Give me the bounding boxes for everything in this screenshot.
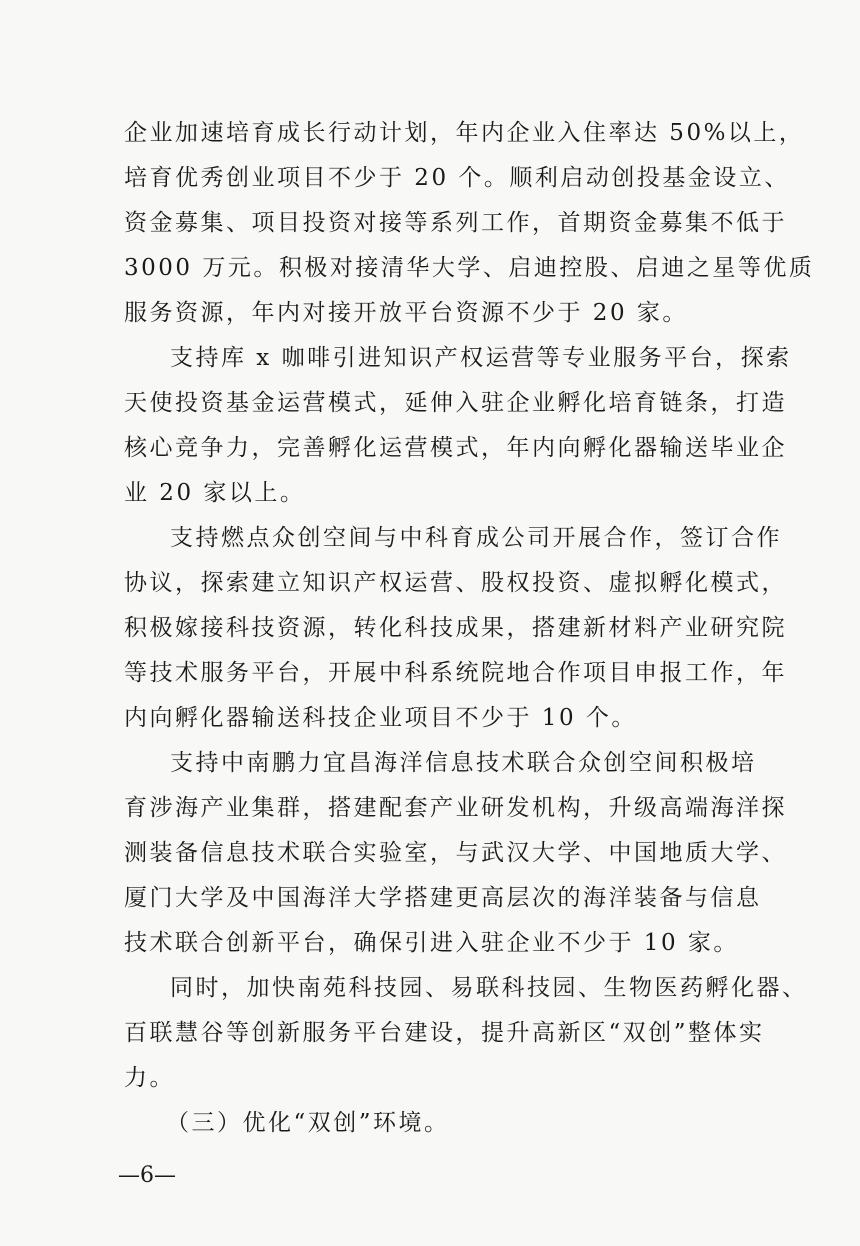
paragraph-line: 积极嫁接科技资源，转化科技成果，搭建新材料产业研究院 [124,615,787,641]
paragraph-line: 力。 [124,1065,175,1091]
paragraph-line: 厦门大学及中国海洋大学搭建更高层次的海洋装备与信息 [124,885,762,911]
paragraph-line: 协议，探索建立知识产权运营、股权投资、虚拟孵化模式， [124,570,787,596]
paragraph-line: 技术联合创新平台，确保引进入驻企业不少于 10 家。 [124,930,739,956]
paragraph-line: 内向孵化器输送科技企业项目不少于 10 个。 [124,705,637,731]
paragraph-line: 同时，加快南苑科技园、易联科技园、生物医药孵化器、 [170,975,808,1001]
paragraph-line: 资金募集、项目投资对接等系列工作，首期资金募集不低于 [124,210,787,236]
paragraph-line: 百联慧谷等创新服务平台建设，提升高新区“双创”整体实 [124,1020,765,1046]
page-number: —6— [118,1163,176,1188]
paragraph-line: 服务资源，年内对接开放平台资源不少于 20 家。 [124,300,688,326]
paragraph-line: 3000 万元。积极对接清华大学、启迪控股、启迪之星等优质 [124,255,815,281]
paragraph-line: 核心竞争力，完善孵化运营模式，年内向孵化器输送毕业企 [124,435,787,461]
paragraph-line: 测装备信息技术联合实验室，与武汉大学、中国地质大学、 [124,840,787,866]
paragraph-line: 支持燃点众创空间与中科育成公司开展合作，签订合作 [170,525,782,551]
paragraph-line: 企业加速培育成长行动计划，年内企业入住率达 50%以上， [124,120,805,146]
paragraph-line: 支持库 x 咖啡引进知识产权运营等专业服务平台，探索 [170,345,792,371]
paragraph-line: 育涉海产业集群，搭建配套产业研发机构，升级高端海洋探 [124,795,787,821]
paragraph-line: 支持中南鹏力宜昌海洋信息技术联合众创空间积极培 [170,750,757,776]
paragraph-line: 培育优秀创业项目不少于 20 个。顺利启动创投基金设立、 [124,165,790,191]
paragraph-line: 等技术服务平台，开展中科系统院地合作项目申报工作，年 [124,660,787,686]
paragraph-line: 业 20 家以上。 [124,480,306,506]
paragraph-line: 天使投资基金运营模式，延伸入驻企业孵化培育链条，打造 [124,390,787,416]
section-heading: （三）优化“双创”环境。 [166,1110,450,1136]
